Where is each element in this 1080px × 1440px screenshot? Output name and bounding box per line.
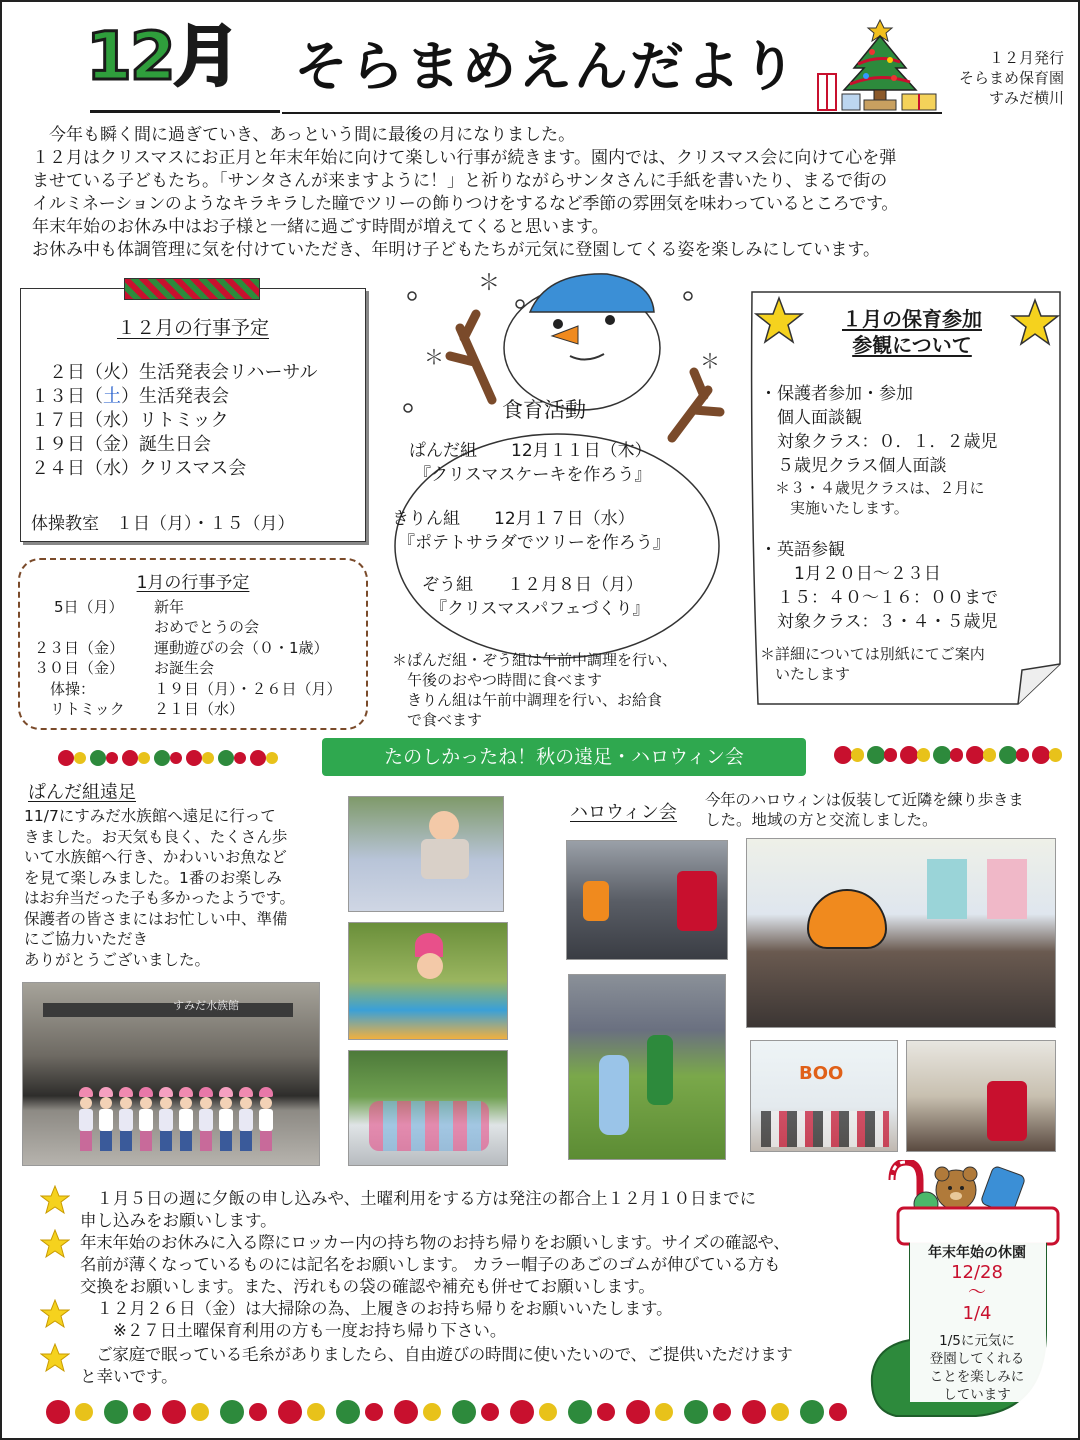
january-events-box: [18, 558, 368, 730]
intro-text: [32, 124, 1062, 262]
notice-line: 交換をお願いします。また、汚れもの袋の確認や補充も併せてお願いします。: [80, 1277, 655, 1296]
garland-dot: [684, 1400, 708, 1424]
nursery-name: そらまめ保育園: [958, 69, 1064, 87]
garland-dot: [626, 1400, 650, 1424]
garland-dot: [983, 748, 997, 762]
halloween-heading: ハロウィン会: [570, 802, 677, 823]
garland-dot: [597, 1403, 615, 1421]
notices: [38, 1186, 898, 1396]
event-item: １９日（金）誕生日会: [31, 434, 211, 455]
garland-dot: [336, 1400, 360, 1424]
panda-line: ありがとうございました。: [24, 950, 211, 969]
header-underline: [90, 110, 280, 113]
garland-dot: [122, 750, 138, 766]
garland-dot: [365, 1403, 383, 1421]
parent-note: 実施いたします。: [760, 499, 909, 517]
january-events-heading: 1月の行事予定: [136, 573, 250, 593]
aquarium-group-photo: [22, 982, 320, 1166]
garland-dot: [186, 750, 202, 766]
aquarium-sign: すみだ水族館: [173, 999, 239, 1012]
halloween-reception-photo: [906, 1040, 1056, 1152]
garland-dot: [900, 746, 918, 764]
child-figure: [179, 1087, 195, 1157]
garland-dot: [771, 1403, 789, 1421]
svg-text:＊: ＊: [424, 345, 444, 369]
food-group-menu: 『クリスマスパフェづくり』: [430, 599, 650, 619]
jan-event: １９日（月）・２６日（月）: [154, 680, 342, 698]
child-figure: [159, 1087, 175, 1157]
parent-note: ＊詳細については別紙にてご案内: [760, 645, 985, 663]
garland-dot: [46, 1400, 70, 1424]
holiday-title: 年末年始の休園: [928, 1245, 1026, 1261]
publisher-info: [959, 48, 1064, 108]
garland-dot: [568, 1400, 592, 1424]
holiday-message: 1/5に元気に: [939, 1333, 1015, 1349]
garland-dot: [966, 746, 984, 764]
jan-event: お誕生会: [154, 659, 215, 677]
jan-date: ３０日（金）: [34, 659, 125, 677]
parent-line: 対象クラス：３・４・５歳児: [760, 612, 998, 632]
panda-line: にご協力いただき: [24, 930, 149, 948]
garland-dot: [234, 752, 246, 764]
garland-dot: [1032, 746, 1050, 764]
newsletter-title: そらまめえんだより: [294, 35, 798, 98]
notice-line: 年末年始のお休みに入る際にロッカー内の持ち物のお持ち帰りをお願いします。サイズの確認や、: [80, 1233, 790, 1252]
parent-note: いたします: [760, 665, 851, 683]
event-item: １７日（水）リトミック: [31, 410, 229, 431]
notice-line: ご家庭で眠っている毛糸がありましたら、自由遊びの時間に使いたいので、ご提供いただけます: [80, 1345, 793, 1364]
parent-line: 1月２０日～２３日: [760, 564, 941, 584]
food-group-date: ぞう組 １２月８日（月）: [422, 575, 643, 595]
notice-line: １月５日の週に夕飯の申し込みや、土曜利用をする方は発注の都合上１２月１０日までに: [80, 1189, 757, 1208]
parent-details: [760, 382, 998, 684]
food-group-date: ぱんだ組 12月１１日（木）: [409, 441, 652, 461]
garland-dot: [249, 1403, 267, 1421]
dot-garland-bottom: [46, 1400, 866, 1428]
panda-line: いて水族館へ行き、かわいいお魚など: [24, 848, 287, 866]
food-note-line: 午後のおやつ時間に食べます: [392, 671, 603, 689]
halloween-text: [705, 790, 1065, 830]
panda-trip-heading: ぱんだ組遠足: [28, 782, 136, 803]
food-note-line: きりん組は午前中調理を行い、お給食: [392, 691, 663, 709]
garland-dot: [917, 748, 931, 762]
event-item: ２日（火）生活発表会リハーサル: [31, 362, 318, 383]
holiday-message: ことを楽しみに: [929, 1369, 1025, 1385]
publish-date: １２月発行: [988, 49, 1064, 67]
garland-dot: [138, 752, 150, 764]
nursery-branch: すみだ横川: [988, 89, 1064, 107]
garland-dot: [999, 746, 1017, 764]
holiday-end: 1/4: [962, 1303, 992, 1324]
halloween-party-photo: [746, 838, 1056, 1028]
garland-dot: [884, 748, 898, 762]
jan-date: 体操：: [50, 680, 96, 698]
halloween-photo-1: [566, 840, 728, 960]
garland-dot: [742, 1400, 766, 1424]
garland-dot: [191, 1403, 209, 1421]
garland-dot: [829, 1403, 847, 1421]
parent-title-line: １月の保育参加: [842, 307, 982, 331]
intro-line: ませている子どもたち。「サンタさんが来ますように！」と祈りながらサンタさんに手紙を書いたり、まるで街の: [32, 171, 888, 191]
parent-line: １５：４０～１６：００まで: [760, 588, 998, 608]
garland-dot: [452, 1400, 476, 1424]
halloween-line: した。地域の方と交流しました。: [705, 811, 938, 829]
parent-line: ５歳児クラス個人面談: [760, 456, 947, 476]
garland-dot: [133, 1403, 151, 1421]
garland-dot: [950, 748, 964, 762]
holiday-start: 12/28: [951, 1262, 1003, 1283]
garland-dot: [394, 1400, 418, 1424]
halloween-line: 今年のハロウィンは仮装して近隣を練り歩きま: [705, 791, 1024, 809]
parent-line: ・英語参観: [760, 540, 845, 560]
child-figure: [199, 1087, 215, 1157]
jan-date: ２３日（金）: [34, 639, 125, 657]
halloween-group-photo: [750, 1040, 898, 1152]
svg-text:＊: ＊: [478, 271, 501, 296]
garland-dot: [266, 752, 278, 764]
garland-dot: [75, 1403, 93, 1421]
garland-dot: [162, 1400, 186, 1424]
garland-dot: [220, 1400, 244, 1424]
garland-dot: [170, 752, 182, 764]
garland-dot: [510, 1400, 534, 1424]
garland-dot: [867, 746, 885, 764]
garland-dot: [655, 1403, 673, 1421]
event-item: ２４日（水）クリスマス会: [31, 458, 247, 479]
child-figure: [239, 1087, 255, 1157]
jan-event: 運動遊びの会（０・1歳）: [154, 639, 329, 657]
panda-line: を見て楽しみました。1番のお楽しみ: [24, 868, 282, 887]
garland-dot: [423, 1403, 441, 1421]
garland-dot: [278, 1400, 302, 1424]
balloon-text: BOO: [799, 1063, 844, 1084]
child-figure: [99, 1087, 115, 1157]
garland-dot: [481, 1403, 499, 1421]
intro-line: お休み中も体調管理に気を付けていただき、年明け子どもたちが元気に登園してくる姿を楽しみにしています。: [32, 240, 880, 260]
holiday-message: 登園してくれる: [929, 1351, 1025, 1367]
halloween-photo-2: [568, 974, 726, 1160]
garland-dot: [307, 1403, 325, 1421]
child-figure: [139, 1087, 155, 1157]
food-group-menu: 『クリスマスケーキを作ろう』: [414, 465, 652, 485]
intro-line: 今年も瞬く間に過ぎていき、あっという間に最後の月になりました。: [32, 125, 576, 145]
picnic-photo-2: [348, 922, 508, 1040]
intro-line: イルミネーションのようなキラキラした瞳でツリーの飾りつけをするなど季節の雰囲気を味わっているところです。: [32, 194, 899, 214]
december-events-box: [20, 288, 366, 542]
food-note: [392, 650, 712, 730]
christmas-tree-icon: [814, 14, 944, 114]
panda-trip-text: [24, 806, 324, 970]
panda-line: きました。お天気も良く、たくさん歩: [24, 827, 288, 846]
aquarium-inside-photo: [348, 1050, 508, 1166]
notice-line: と幸いです。: [80, 1367, 178, 1386]
parent-title: [792, 306, 1032, 358]
panda-line: 11/7にすみだ水族館へ遠足に行って: [24, 807, 276, 825]
garland-dot: [1016, 748, 1030, 762]
panda-line: はお弁当だった子も多かったようです。: [24, 889, 295, 907]
garland-dot: [713, 1403, 731, 1421]
garland-dot: [154, 750, 170, 766]
panda-line: 保護者の皆さまにはお忙しい中、準備: [24, 909, 288, 928]
intro-line: １２月はクリスマスにお正月と年末年始に向けて楽しい行事が続きます。園内では、クリスマス会に向けて心を弾: [32, 148, 897, 168]
parent-note: ＊３・４歳児クラスは、２月に: [760, 479, 985, 497]
intro-line: 年末年始のお休み中はお子様と一緒に過ごす時間が増えてくると思います。: [32, 217, 609, 237]
event-item: １３日（土）生活発表会: [31, 386, 229, 407]
parent-line: ・保護者参加・参加: [760, 384, 913, 404]
garland-dot: [74, 752, 86, 764]
food-group-date: きりん組 12月１７日（水）: [392, 509, 635, 529]
notice-line: １２月２６日（金）は大掃除の為、上履きのお持ち帰りをお願いいたします。: [80, 1299, 673, 1318]
gym-class: 体操教室 １日（月）・１５（月）: [31, 514, 295, 534]
child-figure: [119, 1087, 135, 1157]
food-activity-title: 食育活動: [502, 398, 586, 422]
garland-dot: [250, 750, 266, 766]
garland-dot: [90, 750, 106, 766]
parent-title-line: 参観について: [852, 333, 972, 357]
garland-dot: [58, 750, 74, 766]
garland-dot: [202, 752, 214, 764]
jan-event: 新年: [154, 598, 185, 616]
holiday-message: しています: [943, 1387, 1011, 1403]
dot-garland-left: [58, 750, 282, 768]
december-events-heading: １２月の行事予定: [116, 317, 269, 339]
garland-dot: [800, 1400, 824, 1424]
parent-line: 対象クラス：０．１．２歳児: [760, 432, 998, 452]
december-events-list: [31, 361, 318, 481]
svg-text:＊: ＊: [700, 349, 720, 373]
holiday-closure: [902, 1242, 1052, 1404]
food-group-menu: 『ポテトサラダでツリーを作ろう』: [398, 533, 670, 553]
garland-dot: [851, 748, 865, 762]
jan-event: ２１日（水）: [154, 700, 245, 718]
jan-date: リトミック: [50, 700, 125, 718]
holiday-tilde: ～: [968, 1282, 986, 1303]
notice-line: 名前が薄くなっているものには記名をお願いします。 カラー帽子のあごのゴムが伸びている方も: [80, 1255, 781, 1274]
garland-dot: [106, 752, 118, 764]
autumn-banner: たのしかったね！秋の遠足・ハロウィン会: [322, 738, 806, 776]
parent-line: 個人面談観: [760, 408, 862, 428]
garland-dot: [1049, 748, 1063, 762]
food-note-line: ＊ぱんだ組・ぞう組は午前中調理を行い、: [392, 651, 678, 669]
garland-dot: [104, 1400, 128, 1424]
jan-date: 5日（月）: [54, 598, 124, 616]
child-figure: [219, 1087, 235, 1157]
child-figure: [79, 1087, 95, 1157]
dot-garland-right: [834, 746, 1064, 768]
picnic-photo-1: [348, 796, 504, 912]
jan-event: おめでとうの会: [154, 618, 260, 636]
garland-dot: [218, 750, 234, 766]
notice-line: 申し込みをお願いします。: [80, 1211, 277, 1230]
garland-dot: [539, 1403, 557, 1421]
food-note-line: で食べます: [392, 711, 483, 729]
plaid-ribbon-decoration: [124, 278, 260, 300]
garland-dot: [834, 746, 852, 764]
notice-line: ※２７日土曜保育利用の方も一度お持ち帰り下さい。: [80, 1321, 507, 1340]
garland-dot: [933, 746, 951, 764]
child-figure: [259, 1087, 275, 1157]
month-heading: 12月: [86, 18, 238, 95]
